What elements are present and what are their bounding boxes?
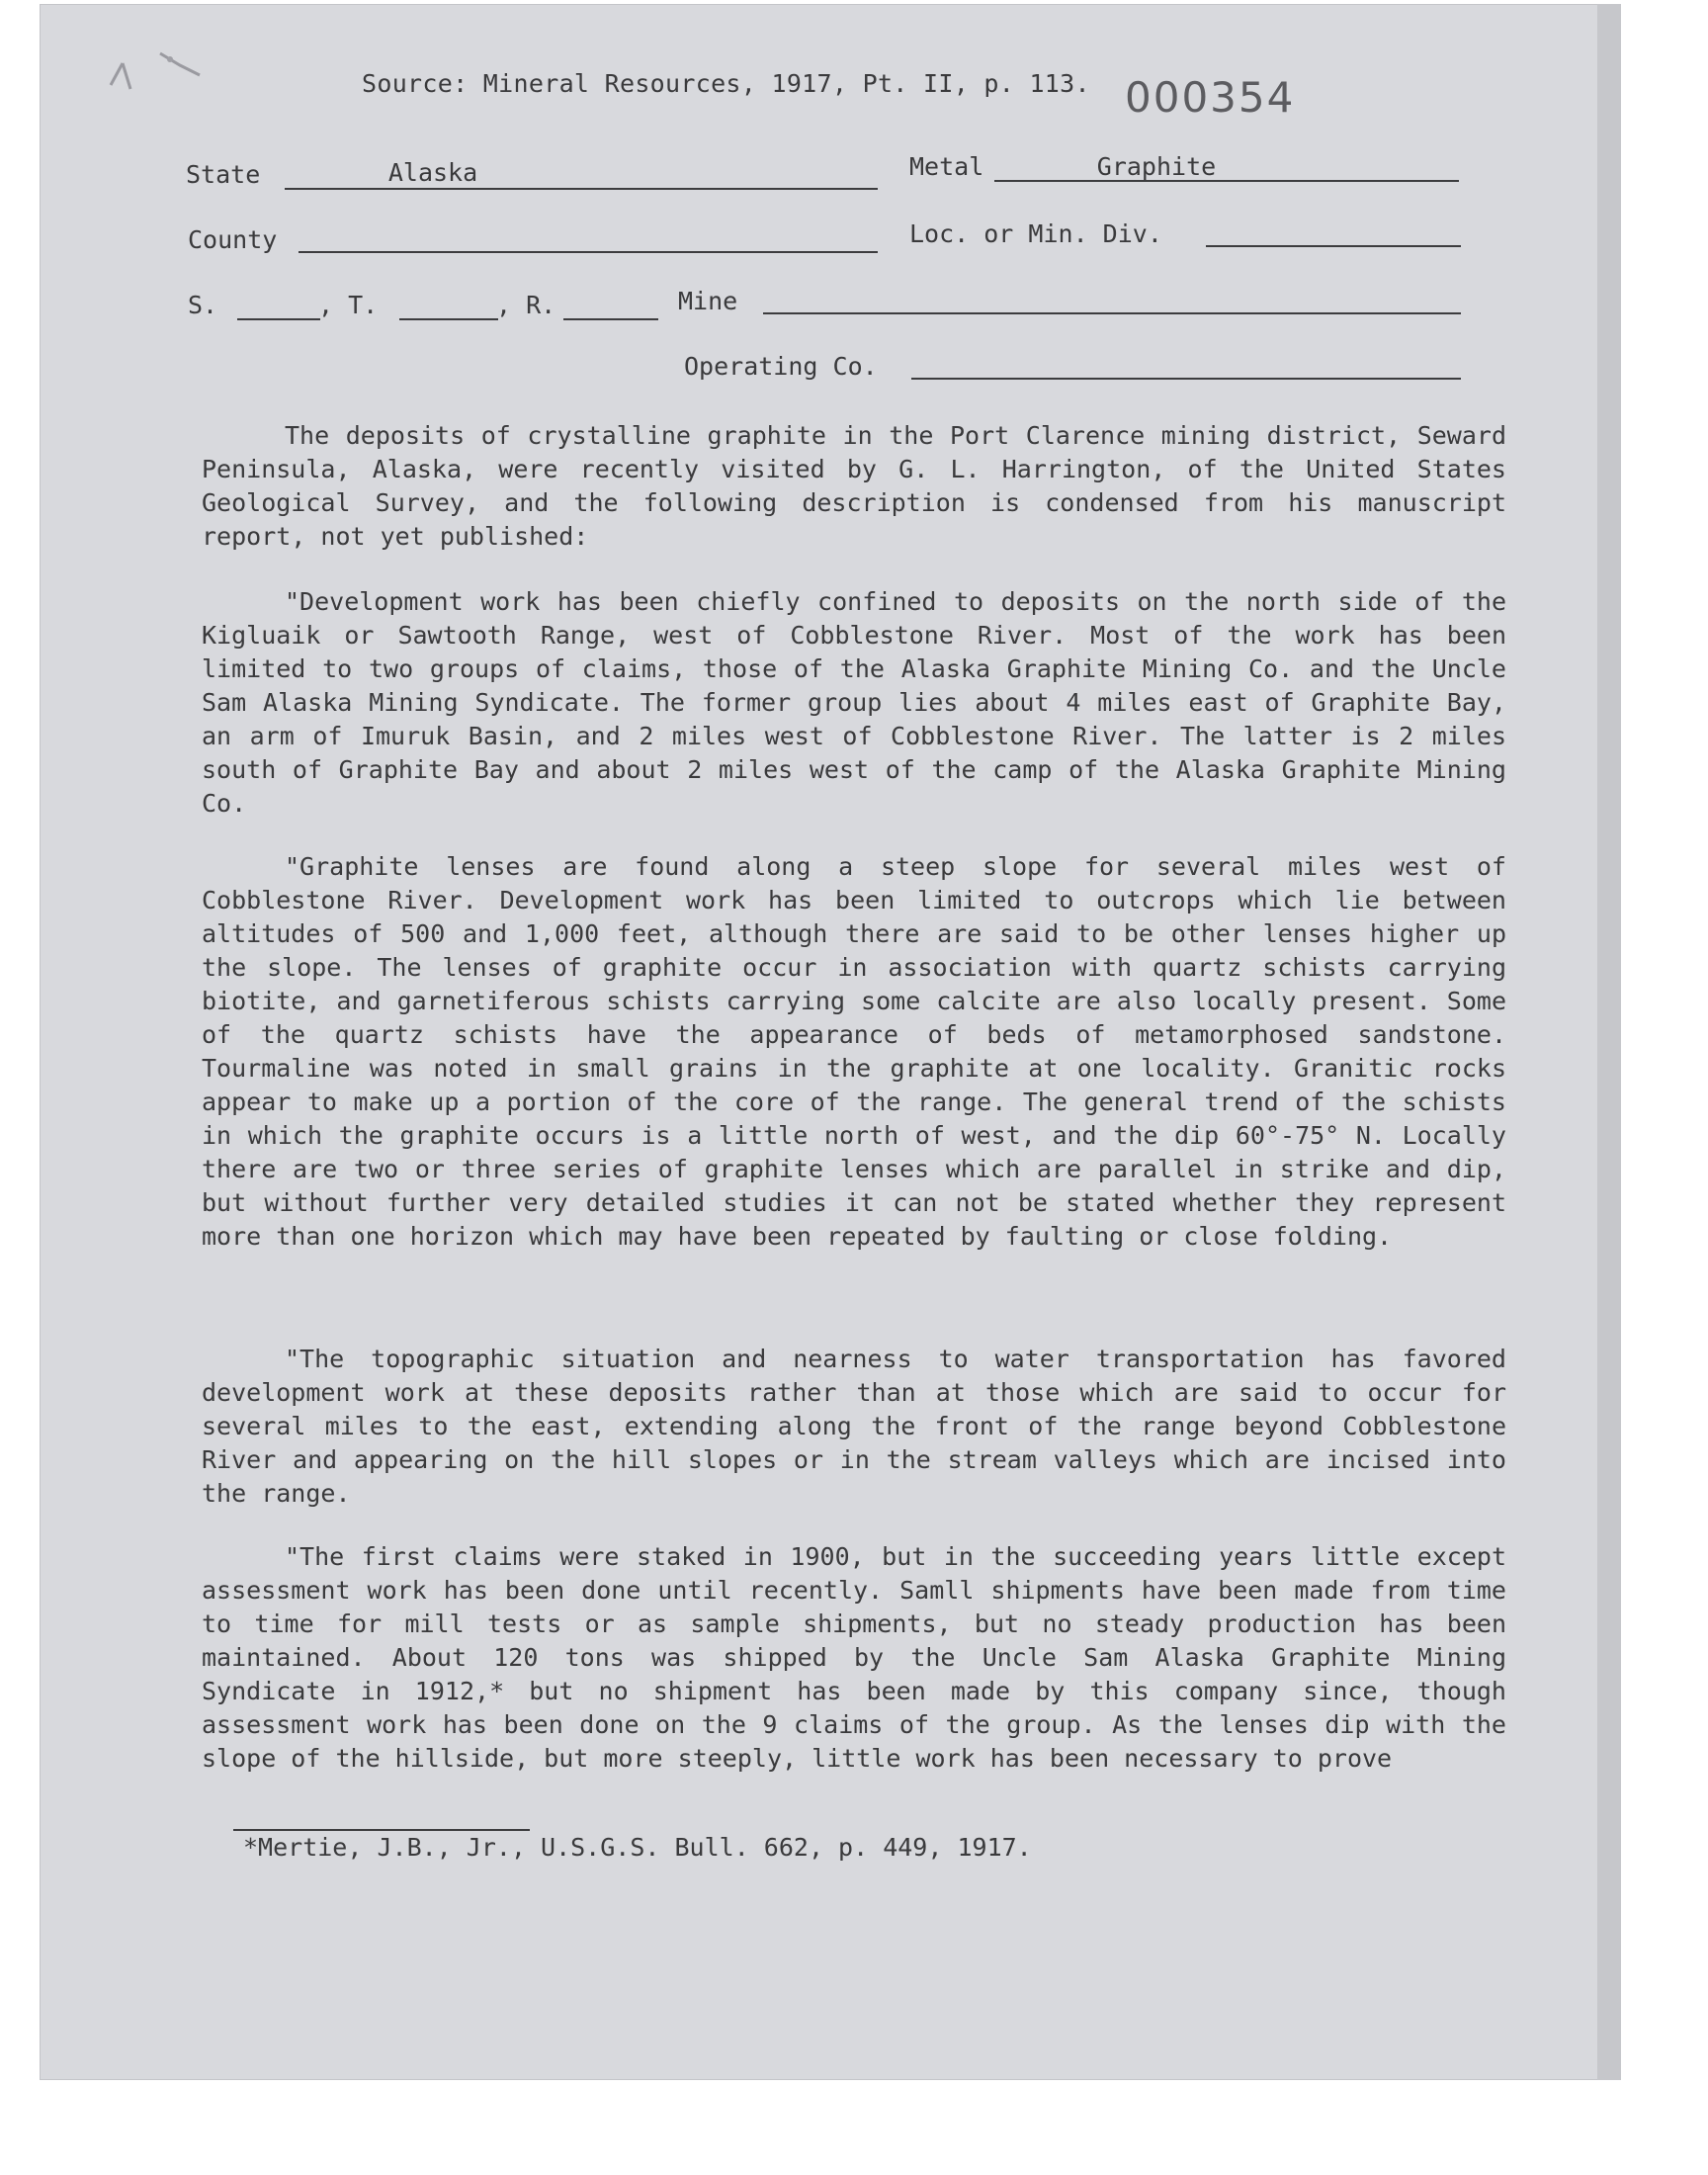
county-label: County bbox=[188, 225, 278, 254]
county-field-line bbox=[299, 251, 878, 253]
mine-label: Mine bbox=[678, 287, 738, 315]
metal-label: Metal bbox=[909, 152, 984, 181]
footnote-rule bbox=[233, 1829, 530, 1831]
township-label: , T. bbox=[318, 291, 379, 319]
operating-company-label: Operating Co. bbox=[684, 352, 878, 381]
operating-company-field-line bbox=[911, 378, 1461, 380]
footnote: *Mertie, J.B., Jr., U.S.G.S. Bull. 662, p. 449, 1917. bbox=[243, 1833, 1032, 1862]
document-number-stamp: 000354 bbox=[1125, 73, 1296, 122]
section-field-line bbox=[237, 318, 320, 320]
loc-label: Loc. or Min. Div. bbox=[909, 219, 1162, 248]
section-label: S. bbox=[188, 291, 218, 319]
mine-field-line bbox=[763, 312, 1461, 314]
state-value: Alaska bbox=[387, 158, 478, 187]
loc-field-line bbox=[1206, 245, 1461, 247]
state-label: State bbox=[186, 160, 261, 189]
township-field-line bbox=[399, 318, 498, 320]
development-paragraph: "Development work has been chiefly confined to deposits on the north side of the Kigluaik or Sawtooth Range, west of Cobblestone River. Most of the work has been limited to two groups of claims, those of the Alaska Graphite Mining Co. and the Uncle Sam Alaska Mining Syndicate. The former group lies about 4 miles east of Graphite Bay, an arm of Imuruk Basin, and 2 miles west of Cobblestone River. The latter is 2 miles south of Graphite Bay and about 2 miles west of the camp of the Alaska Graphite Mining Co. bbox=[202, 587, 1506, 818]
intro-paragraph: The deposits of crystalline graphite in the Port Clarence mining district, Seward Peninsula, Alaska, were recently visited by G. L. Harrington, of the United States Geological Survey, and the following description is condensed from his manuscript report, not yet published: bbox=[202, 421, 1506, 551]
page-edge-shadow bbox=[1597, 4, 1621, 2080]
range-field-line bbox=[563, 318, 658, 320]
graphite-lenses-paragraph: "Graphite lenses are found along a steep slope for several miles west of Cobblestone River. Development work has been limited to outcrops which lie between altitudes of 500 and 1,000 feet, although there are said to be other lenses higher up the slope. The lenses of graphite occur in association with quartz schists carrying biotite, and garnetiferous schists carrying some calcite are also locally present. Some of the quartz schists have the appearance of beds of metamorphosed sandstone. Tourmaline was noted in small grains in the graphite at one locality. Granitic rocks appear to make up a portion of the core of the range. The general trend of the schists in which the graphite occurs is a little north of west, and the dip 60°-75° N. Locally there are two or three series of graphite lenses which are parallel in strike and dip, but without further very detailed studies it can not be stated whether they represent more than one horizon which may have been repeated by faulting or close folding. bbox=[202, 852, 1506, 1251]
source-citation: Source: Mineral Resources, 1917, Pt. II, p. 113. bbox=[362, 69, 1090, 98]
range-label: , R. bbox=[496, 291, 556, 319]
metal-value: Graphite bbox=[1096, 152, 1217, 181]
state-field-line bbox=[285, 188, 878, 190]
claims-history-paragraph: "The first claims were staked in 1900, but in the succeeding years little except assessment work has been done until recently. Samll shipments have been made from time to time for mill tests or as sample shipments, but no steady production has been maintained. About 120 tons was shipped by the Uncle Sam Alaska Graphite Mining Syndicate in 1912,* but no shipment has been made by this company since, though assessment work has been done on the 9 claims of the group. As the lenses dip with the slope of the hillside, but more steeply, little work has been necessary to prove bbox=[202, 1542, 1506, 1773]
topographic-paragraph: "The topographic situation and nearness to water transportation has favored development work at these deposits rather than at those which are said to occur for several miles to the east, extending along the front of the range beyond Cobblestone River and appearing on the hill slopes or in the stream valleys which are incised into the range. bbox=[202, 1345, 1506, 1508]
document-page bbox=[40, 4, 1621, 2080]
corner-smudge-mark bbox=[101, 45, 210, 115]
